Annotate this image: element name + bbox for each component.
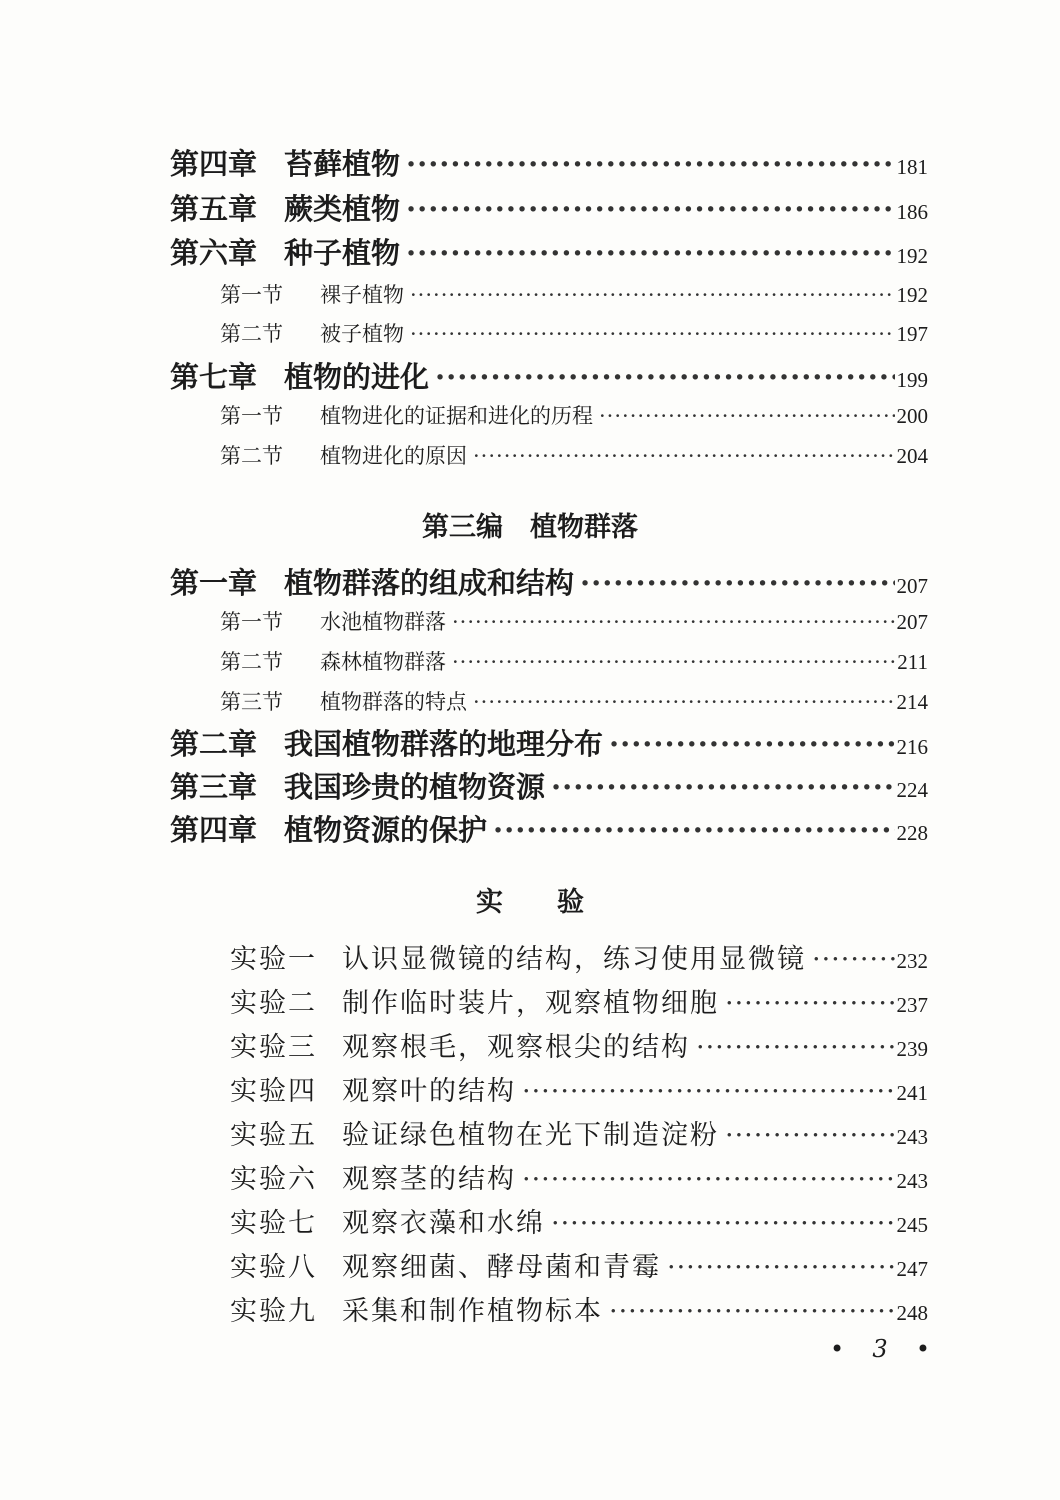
experiment-title: 观察根毛，观察根尖的结构 xyxy=(342,1032,690,1063)
toc-entry[interactable] xyxy=(220,606,928,636)
dot-leader xyxy=(452,650,895,674)
chapter-title: 植物的进化 xyxy=(284,360,430,394)
page-number: 204 xyxy=(896,444,928,468)
section-title: 被子植物 xyxy=(320,322,404,346)
toc-entry[interactable] xyxy=(230,981,928,1020)
page-number: 243 xyxy=(896,1169,928,1193)
page-number: 197 xyxy=(896,322,928,346)
section-title: 植物进化的原因 xyxy=(320,444,467,468)
toc-entry[interactable] xyxy=(220,279,928,309)
experiment-number: 实验四 xyxy=(230,1076,317,1107)
experiment-title: 观察叶的结构 xyxy=(342,1076,516,1107)
dot-leader xyxy=(410,283,895,307)
dot-leader xyxy=(406,236,894,270)
page-number: 248 xyxy=(896,1301,928,1325)
experiment-title: 采集和制作植物标本 xyxy=(342,1296,603,1327)
page-number: 228 xyxy=(896,821,928,845)
experiments-heading: 实 验 xyxy=(476,887,584,918)
chapter-number: 第五章 xyxy=(170,192,258,226)
page-number: 245 xyxy=(896,1213,928,1237)
dot-leader xyxy=(473,444,895,468)
section-number: 第一节 xyxy=(220,404,283,428)
dot-leader xyxy=(435,360,894,394)
toc-entry[interactable] xyxy=(220,440,928,470)
dot-leader xyxy=(406,147,894,181)
page-number: 247 xyxy=(896,1257,928,1281)
experiment-number: 实验八 xyxy=(230,1252,317,1283)
toc-entry[interactable] xyxy=(230,1201,928,1240)
dot-leader xyxy=(667,1252,895,1283)
section-number: 第二节 xyxy=(220,322,283,346)
chapter-title: 苔藓植物 xyxy=(284,147,401,181)
experiment-number: 实验五 xyxy=(230,1120,317,1151)
page-number: 186 xyxy=(896,200,928,224)
chapter-title: 植物群落的组成和结构 xyxy=(284,566,575,600)
chapter-title: 我国植物群落的地理分布 xyxy=(284,727,604,761)
chapter-number: 第一章 xyxy=(170,566,258,600)
experiment-number: 实验二 xyxy=(230,988,317,1019)
toc-entry[interactable] xyxy=(230,1113,928,1152)
dot-leader xyxy=(452,610,895,634)
chapter-number: 第六章 xyxy=(170,236,258,270)
toc-entry[interactable] xyxy=(170,561,928,602)
page-number: 211 xyxy=(897,650,928,674)
experiment-number: 实验六 xyxy=(230,1164,317,1195)
dot-leader xyxy=(599,404,895,428)
chapter-title: 植物资源的保护 xyxy=(284,813,488,847)
toc-entry[interactable] xyxy=(230,1069,928,1108)
chapter-number: 第二章 xyxy=(170,727,258,761)
toc-entry[interactable] xyxy=(170,231,928,272)
toc-entry[interactable] xyxy=(170,187,928,228)
toc-entry[interactable] xyxy=(230,937,928,976)
dot-leader xyxy=(551,1208,895,1239)
experiment-title: 认识显微镜的结构，练习使用显微镜 xyxy=(342,944,806,975)
toc-entry[interactable] xyxy=(230,1025,928,1064)
toc-entry[interactable] xyxy=(170,355,928,396)
page-number: 192 xyxy=(896,244,928,268)
page-number: 207 xyxy=(896,610,928,634)
toc-entry[interactable] xyxy=(220,318,928,348)
part-heading: 第三编 植物群落 xyxy=(422,512,638,543)
dot-leader xyxy=(410,322,895,346)
page-number: 237 xyxy=(896,993,928,1017)
page-number: 214 xyxy=(896,690,928,714)
bullet-icon: • xyxy=(830,1335,845,1363)
chapter-number: 第三章 xyxy=(170,770,258,804)
dot-leader xyxy=(580,566,894,600)
experiment-title: 观察细菌、酵母菌和青霉 xyxy=(342,1252,661,1283)
dot-leader xyxy=(473,690,895,714)
bullet-icon: • xyxy=(915,1335,930,1363)
dot-leader xyxy=(522,1164,895,1195)
page-number: 243 xyxy=(896,1125,928,1149)
experiment-title: 观察茎的结构 xyxy=(342,1164,516,1195)
dot-leader xyxy=(725,1120,895,1151)
toc-entry[interactable] xyxy=(170,722,928,763)
page-footer xyxy=(830,1335,930,1363)
toc-entry[interactable] xyxy=(220,400,928,430)
page-number: 192 xyxy=(896,283,928,307)
dot-leader xyxy=(406,192,894,226)
dot-leader xyxy=(725,988,895,1019)
section-number: 第一节 xyxy=(220,610,283,634)
experiment-number: 实验三 xyxy=(230,1032,317,1063)
toc-entry[interactable] xyxy=(220,686,928,716)
experiment-title: 观察衣藻和水绵 xyxy=(342,1208,545,1239)
footer-page-number: 3 xyxy=(872,1335,888,1363)
page-number: 199 xyxy=(896,368,928,392)
section-number: 第三节 xyxy=(220,690,283,714)
page-number: 239 xyxy=(896,1037,928,1061)
toc-entry[interactable] xyxy=(220,646,928,676)
dot-leader xyxy=(522,1076,895,1107)
dot-leader xyxy=(493,813,894,847)
dot-leader xyxy=(551,770,894,804)
dot-leader xyxy=(609,1296,895,1327)
page-number: 224 xyxy=(896,778,928,802)
section-title: 植物进化的证据和进化的历程 xyxy=(320,404,593,428)
toc-entry[interactable] xyxy=(230,1289,928,1328)
chapter-title: 蕨类植物 xyxy=(284,192,401,226)
section-title: 水池植物群落 xyxy=(320,610,446,634)
toc-entry[interactable] xyxy=(230,1245,928,1284)
experiment-number: 实验七 xyxy=(230,1208,317,1239)
experiment-number: 实验一 xyxy=(230,944,317,975)
page-number: 232 xyxy=(896,949,928,973)
page-number: 181 xyxy=(896,155,928,179)
dot-leader xyxy=(609,727,894,761)
section-title: 植物群落的特点 xyxy=(320,690,467,714)
page-number: 200 xyxy=(896,404,928,428)
experiment-title: 制作临时装片，观察植物细胞 xyxy=(342,988,719,1019)
chapter-number: 第四章 xyxy=(170,813,258,847)
page-number: 216 xyxy=(896,735,928,759)
experiment-title: 验证绿色植物在光下制造淀粉 xyxy=(342,1120,719,1151)
chapter-title: 我国珍贵的植物资源 xyxy=(284,770,546,804)
experiment-number: 实验九 xyxy=(230,1296,317,1327)
section-number: 第二节 xyxy=(220,650,283,674)
toc-entry[interactable] xyxy=(230,1157,928,1196)
page-number: 241 xyxy=(896,1081,928,1105)
toc-entry[interactable] xyxy=(170,808,928,849)
section-title: 裸子植物 xyxy=(320,283,404,307)
chapter-number: 第四章 xyxy=(170,147,258,181)
toc-entry[interactable] xyxy=(170,142,928,183)
section-title: 森林植物群落 xyxy=(320,650,446,674)
dot-leader xyxy=(812,944,895,975)
toc-entry[interactable] xyxy=(170,765,928,806)
dot-leader xyxy=(696,1032,895,1063)
section-number: 第一节 xyxy=(220,283,283,307)
chapter-number: 第七章 xyxy=(170,360,258,394)
section-number: 第二节 xyxy=(220,444,283,468)
page-number: 207 xyxy=(896,574,928,598)
chapter-title: 种子植物 xyxy=(284,236,401,270)
